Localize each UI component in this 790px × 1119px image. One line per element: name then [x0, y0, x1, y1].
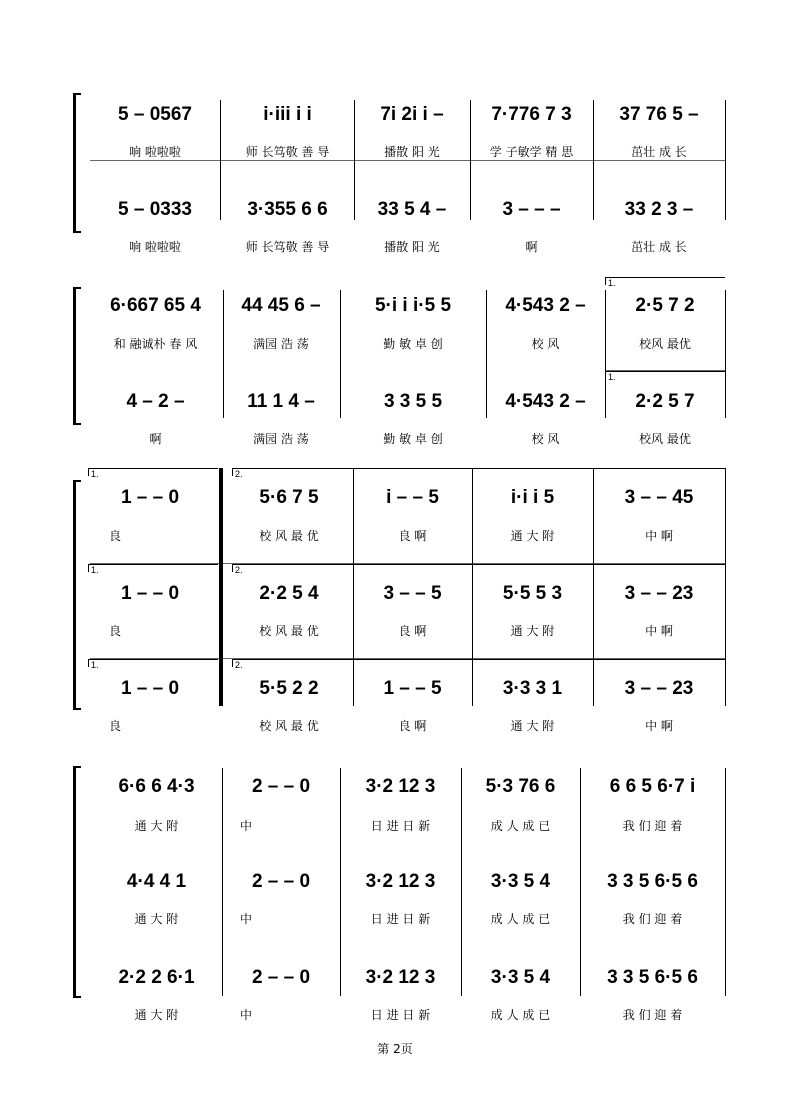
volta-bracket: 1.: [605, 277, 725, 285]
measure: 2·2 5 7: [635, 391, 695, 412]
measure: 3·3 3 1: [502, 678, 563, 699]
lyric: 师 长笃敬 善 导: [245, 145, 330, 159]
lyric: 校 风: [531, 432, 560, 446]
lyric: 响 啦啦啦: [129, 145, 181, 159]
lyric: 通 大 附: [134, 912, 179, 926]
lyric: 满园 浩 荡: [253, 337, 309, 351]
measure: 5·i i i·5 5: [374, 295, 452, 316]
measure: i·i i 5: [510, 487, 555, 508]
volta-bracket: 1.: [88, 564, 218, 572]
barline: [353, 468, 354, 706]
measure: 3 – – 5: [383, 583, 442, 604]
measure: 3·2 12 3: [365, 776, 436, 797]
lyric: 校 风 最 优: [259, 719, 319, 733]
measure: 11 1 4 –: [247, 391, 315, 412]
lyric: 日 进 日 新: [370, 912, 431, 926]
lyric: 师 长笃敬 善 导: [245, 240, 330, 254]
system-brace: [73, 287, 81, 425]
barline: [472, 468, 473, 706]
lyric: 中: [239, 819, 252, 833]
lyric: 通 大 附: [510, 529, 555, 543]
lyric: 和 融诚朴 春 风: [113, 337, 198, 351]
measure: 3·3 5 4: [490, 871, 551, 892]
lyric: 满园 浩 荡: [253, 432, 309, 446]
barline: [470, 100, 471, 220]
barline: [354, 100, 355, 220]
measure: 3·2 12 3: [365, 871, 436, 892]
measure: 5·5 5 3: [502, 583, 563, 604]
lyric: 中 啊: [645, 529, 673, 543]
lyric: 日 进 日 新: [370, 819, 431, 833]
lyric: 良 啊: [398, 719, 427, 733]
lyric: 勤 敏 卓 创: [383, 432, 443, 446]
system-brace: [73, 93, 81, 233]
lyric: 良: [108, 624, 121, 638]
measure: 2 – – 0: [251, 871, 311, 892]
volta-bracket: 2.: [232, 564, 725, 572]
lyric: 我 们 迎 着: [622, 1008, 683, 1022]
volta-bracket: 2.: [232, 659, 725, 667]
measure: 2 – – 0: [251, 776, 311, 797]
lyric: 通 大 附: [134, 819, 179, 833]
lyric: 通 大 附: [510, 719, 555, 733]
measure: 44 45 6 –: [241, 295, 321, 316]
measure: i – – 5: [386, 487, 439, 508]
measure: 2·2 5 4: [259, 583, 319, 604]
measure: 3·3 5 4: [490, 967, 551, 988]
lyric: 良 啊: [398, 529, 427, 543]
measure: 2·2 2 6·1: [118, 967, 195, 988]
lyric: 中 啊: [645, 624, 673, 638]
measure: 1 – – 0: [120, 583, 180, 604]
lyric: 中: [239, 1008, 252, 1022]
barline: [461, 768, 462, 996]
lyric: 学 子敏学 精 思: [489, 145, 574, 159]
measure: 3 3 5 5: [383, 391, 443, 412]
barline: [220, 100, 221, 220]
measure: 33 5 4 –: [377, 199, 447, 220]
measure: 2 – – 0: [251, 967, 311, 988]
measure: 3 – – 23: [624, 678, 694, 699]
measure: 4·543 2 –: [505, 295, 586, 316]
barline: [340, 768, 341, 996]
lyric: 良 啊: [398, 624, 427, 638]
measure: 7·776 7 3: [491, 104, 572, 125]
lyric: 校 风 最 优: [259, 529, 319, 543]
lyric: 通 大 附: [134, 1008, 179, 1022]
system-brace: [73, 766, 81, 998]
volta-bracket: 1.: [88, 659, 218, 667]
voice-separator: [90, 160, 726, 161]
measure: 4·543 2 –: [505, 391, 586, 412]
lyric: 中: [239, 912, 252, 926]
measure: 37 76 5 –: [619, 104, 699, 125]
repeat-barline: [219, 468, 223, 706]
barline: [593, 100, 594, 220]
measure: 3 – – –: [502, 199, 561, 220]
page-number: 第 2页: [377, 1042, 413, 1056]
measure: 3 3 5 6·5 6: [607, 967, 698, 988]
measure: 5·6 7 5: [259, 487, 319, 508]
lyric: 成 人 成 已: [490, 1008, 551, 1022]
barline: [593, 468, 594, 706]
system-brace: [73, 480, 81, 710]
measure: 5 – 0333: [118, 199, 192, 220]
lyric: 成 人 成 已: [490, 912, 551, 926]
measure: 3 – – 23: [624, 583, 694, 604]
measure: 1 – – 5: [383, 678, 442, 699]
lyric: 中 啊: [645, 719, 673, 733]
measure: 3 3 5 6·5 6: [607, 871, 698, 892]
lyric: 校风 最优: [639, 337, 691, 351]
barline: [725, 100, 726, 220]
lyric: 我 们 迎 着: [622, 819, 683, 833]
barline: [223, 290, 224, 418]
barline: [725, 468, 726, 706]
volta-bracket: 1.: [605, 371, 725, 379]
lyric: 校 风: [531, 337, 560, 351]
measure: 2·5 7 2: [635, 295, 695, 316]
lyric: 播散 阳 光: [384, 240, 440, 254]
measure: 1 – – 0: [120, 678, 180, 699]
measure: 6·6 6 4·3: [118, 776, 195, 797]
measure: i·iii i i: [263, 104, 312, 125]
lyric: 勤 敏 卓 创: [383, 337, 443, 351]
lyric: 茁壮 成 长: [631, 240, 687, 254]
lyric: 我 们 迎 着: [622, 912, 683, 926]
lyric: 校风 最优: [639, 432, 691, 446]
measure: 6 6 5 6·7 i: [609, 776, 696, 797]
measure: 4·4 4 1: [126, 871, 187, 892]
lyric: 良: [108, 529, 121, 543]
volta-bracket: 2.: [232, 468, 725, 476]
measure: 33 2 3 –: [624, 199, 694, 220]
lyric: 通 大 附: [510, 624, 555, 638]
measure: 1 – – 0: [120, 487, 180, 508]
lyric: 良: [108, 719, 121, 733]
barline: [605, 290, 606, 418]
measure: 5·3 76 6: [485, 776, 556, 797]
lyric: 啊: [525, 240, 538, 254]
lyric: 啊: [149, 432, 162, 446]
measure: 7i 2i i –: [380, 104, 444, 125]
barline: [580, 768, 581, 996]
lyric: 茁壮 成 长: [631, 145, 687, 159]
measure: 3 – – 45: [624, 487, 694, 508]
lyric: 响 啦啦啦: [129, 240, 181, 254]
lyric: 播散 阳 光: [384, 145, 440, 159]
measure: 5 – 0567: [118, 104, 192, 125]
measure: 3·2 12 3: [365, 967, 436, 988]
barline: [222, 768, 223, 996]
lyric: 日 进 日 新: [370, 1008, 431, 1022]
barline: [725, 768, 726, 996]
barline: [340, 290, 341, 418]
measure: 5·5 2 2: [259, 678, 319, 699]
lyric: 校 风 最 优: [259, 624, 319, 638]
volta-bracket: 1.: [88, 468, 218, 476]
barline: [486, 290, 487, 418]
measure: 6·667 65 4: [110, 295, 201, 316]
measure: 3·355 6 6: [247, 199, 328, 220]
measure: 4 – 2 –: [126, 391, 185, 412]
barline: [725, 290, 726, 418]
lyric: 成 人 成 已: [490, 819, 551, 833]
